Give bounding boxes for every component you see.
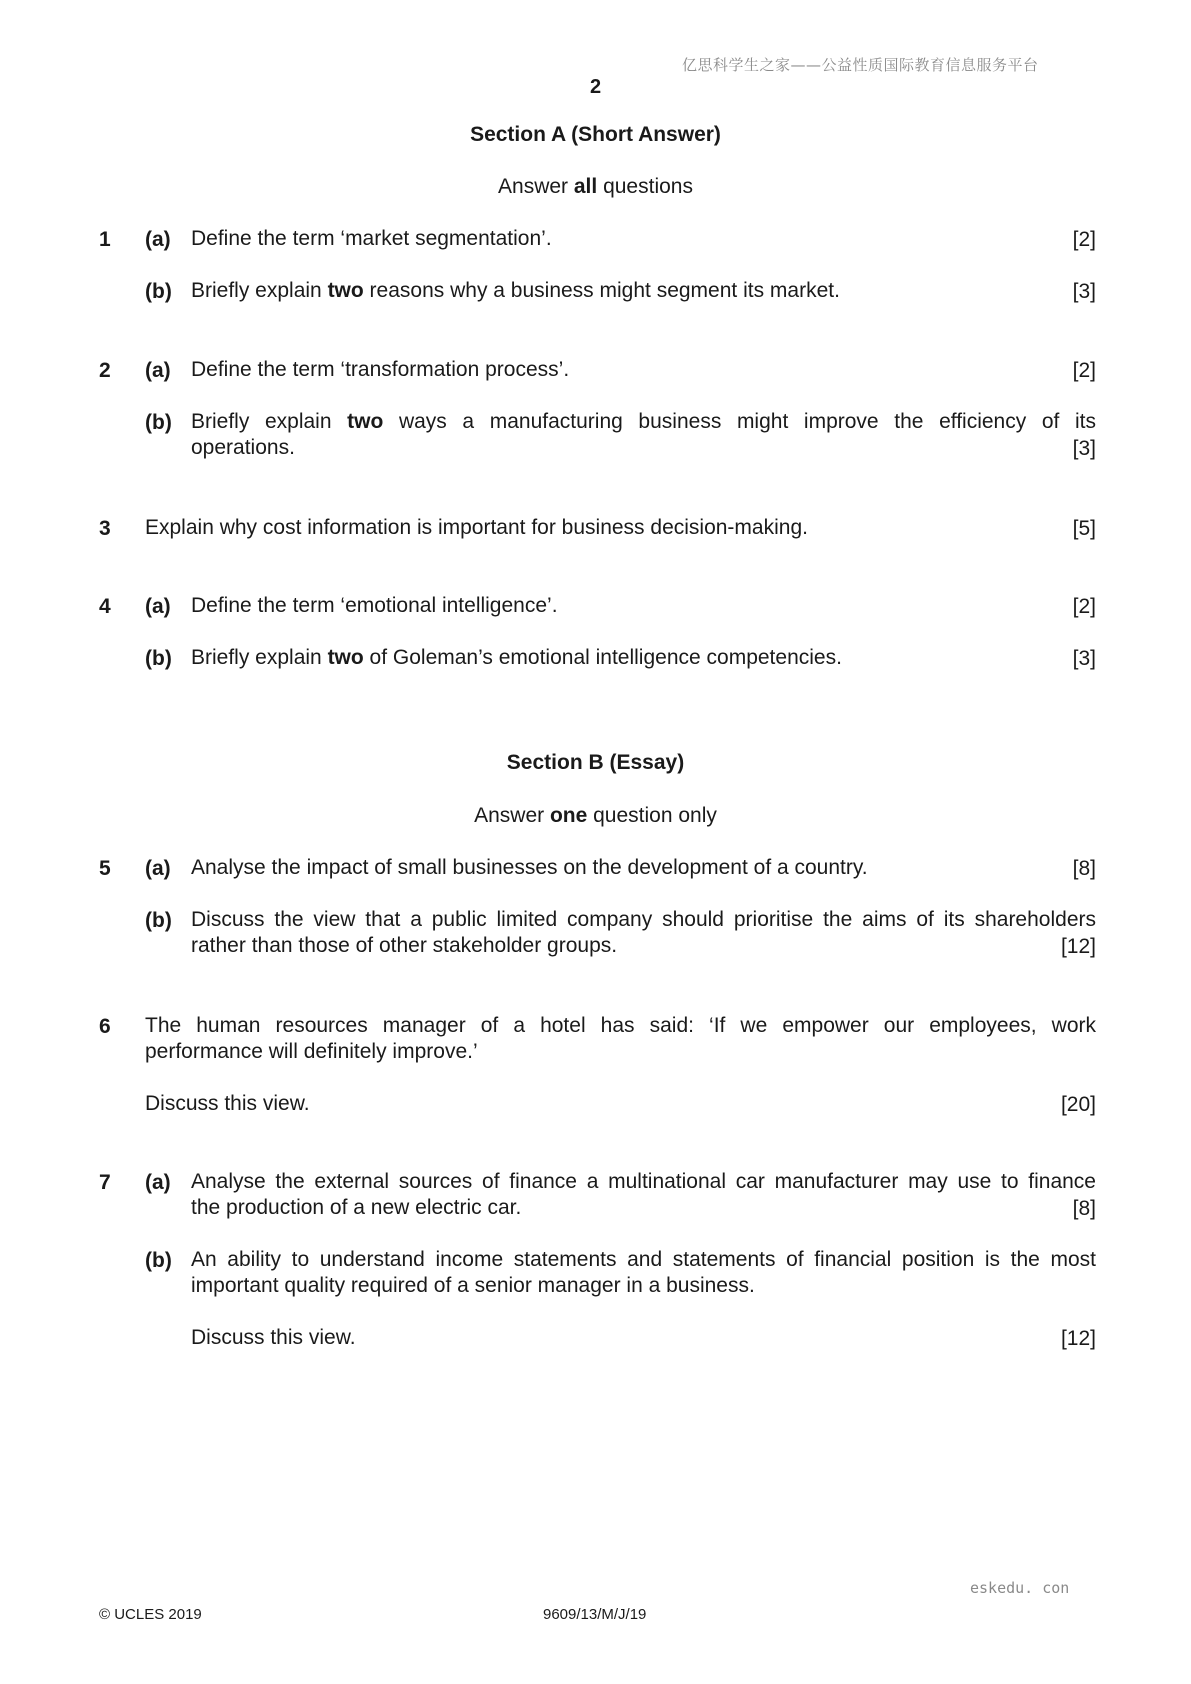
question-text: Discuss the view that a public limited company should prioritise the aims of its shareholders	[191, 908, 1096, 931]
footer-paper-code: 9609/13/M/J/19	[543, 1606, 647, 1623]
watermark-bottom: eskedu. con	[970, 1579, 1070, 1597]
question-number: 3	[99, 517, 111, 540]
question-text-continued: important quality required of a senior manager in a business.	[191, 1274, 755, 1297]
mark-allocation: [3]	[1072, 280, 1096, 303]
question-text: Define the term ‘emotional intelligence’.	[191, 594, 558, 617]
part-label: (b)	[145, 1249, 172, 1272]
question-text: Briefly explain two of Goleman’s emotional intelligence competencies.	[191, 646, 842, 669]
section-b-instruction: Answer one question only	[474, 804, 717, 827]
question-number: 1	[99, 228, 111, 251]
question-text: The human resources manager of a hotel has said: ‘If we empower our employees, work	[145, 1014, 1096, 1037]
part-label: (b)	[145, 909, 172, 932]
watermark-top: 亿思科学生之家——公益性质国际教育信息服务平台	[682, 56, 1039, 74]
part-label: (a)	[145, 359, 171, 382]
question-text-continued: operations.	[191, 436, 295, 459]
mark-allocation: [12]	[1060, 1327, 1096, 1350]
question-number: 4	[99, 595, 111, 618]
mark-allocation: [12]	[1060, 935, 1096, 958]
question-text-continued: the production of a new electric car.	[191, 1196, 522, 1219]
part-label: (b)	[145, 647, 172, 670]
mark-allocation: [5]	[1072, 517, 1096, 540]
question-text-continued: rather than those of other stakeholder groups.	[191, 934, 618, 957]
mark-allocation: [2]	[1072, 359, 1096, 382]
mark-allocation: [2]	[1072, 595, 1096, 618]
mark-allocation: [3]	[1072, 647, 1096, 670]
question-text: Analyse the impact of small businesses on the development of a country.	[191, 856, 868, 879]
section-b-title: Section B (Essay)	[506, 751, 685, 774]
page-number: 2	[589, 76, 602, 98]
mark-allocation: [20]	[1060, 1093, 1096, 1116]
part-label: (a)	[145, 228, 171, 251]
question-number: 6	[99, 1015, 111, 1038]
question-instruction: Discuss this view.	[191, 1326, 356, 1349]
question-number: 5	[99, 857, 111, 880]
section-a-title: Section A (Short Answer)	[470, 123, 721, 146]
question-number: 7	[99, 1171, 111, 1194]
mark-allocation: [8]	[1072, 1197, 1096, 1220]
mark-allocation: [2]	[1072, 228, 1096, 251]
question-text: Analyse the external sources of finance a multinational car manufacturer may use to finance	[191, 1170, 1096, 1193]
question-text: Explain why cost information is important for business decision-making.	[145, 516, 808, 539]
section-a-instruction: Answer all questions	[498, 175, 693, 198]
question-text: An ability to understand income statements and statements of financial position is the most	[191, 1248, 1096, 1271]
question-text: Define the term ‘transformation process’.	[191, 358, 570, 381]
part-label: (b)	[145, 280, 172, 303]
part-label: (a)	[145, 1171, 171, 1194]
question-number: 2	[99, 359, 111, 382]
mark-allocation: [3]	[1072, 437, 1096, 460]
part-label: (a)	[145, 595, 171, 618]
footer-copyright: © UCLES 2019	[99, 1606, 202, 1623]
question-text: Briefly explain two ways a manufacturing business might improve the efficiency of its	[191, 410, 1097, 433]
question-text: Briefly explain two reasons why a business might segment its market.	[191, 279, 840, 302]
question-instruction: Discuss this view.	[145, 1092, 310, 1115]
part-label: (b)	[145, 411, 172, 434]
mark-allocation: [8]	[1072, 857, 1096, 880]
question-text-continued: performance will definitely improve.’	[145, 1040, 478, 1063]
question-text: Define the term ‘market segmentation’.	[191, 227, 552, 250]
part-label: (a)	[145, 857, 171, 880]
